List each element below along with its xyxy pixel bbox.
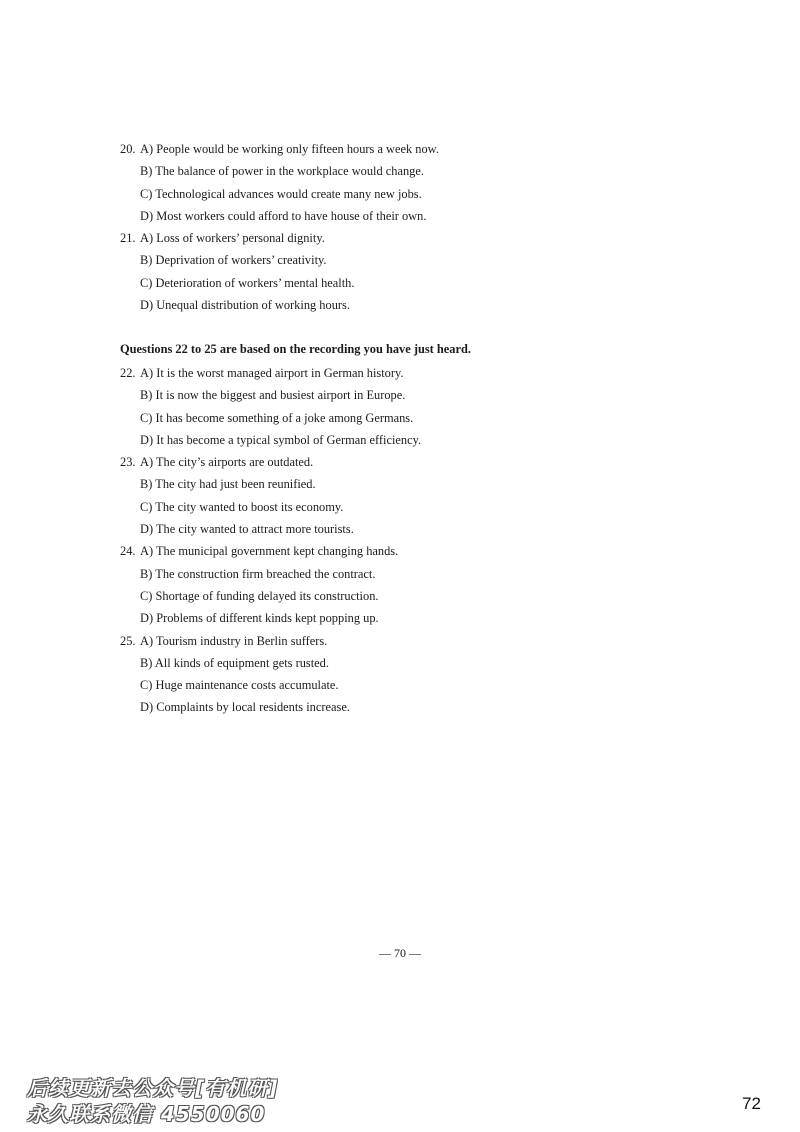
option-line	[120, 294, 720, 316]
option	[140, 227, 325, 249]
section-heading: Questions 22 to 25 are based on the recording you have just heard.	[120, 342, 471, 356]
option-line	[120, 384, 720, 406]
question-block-20-21	[120, 138, 720, 316]
option-label: A)	[140, 366, 154, 380]
option-text: The construction firm breached the contract.	[155, 566, 376, 581]
option-text: It has become something of a joke among Germans.	[155, 410, 414, 425]
option-line	[120, 227, 720, 249]
option-line	[120, 249, 720, 271]
option-text: The balance of power in the workplace would change.	[155, 164, 424, 179]
option	[140, 429, 421, 451]
option-label: A)	[140, 231, 154, 246]
option-text: Deprivation of workers’ creativity.	[155, 253, 327, 268]
option-text: Technological advances would create many new jobs.	[155, 186, 422, 201]
option-label: D)	[140, 700, 154, 715]
option-text: Deterioration of workers’ mental health.	[155, 275, 355, 290]
option-text: Huge maintenance costs accumulate.	[155, 678, 339, 693]
option-label: B)	[140, 655, 153, 670]
option-line	[120, 429, 720, 451]
option-line	[120, 160, 720, 182]
option-label: C)	[140, 499, 153, 514]
option-text: The city had just been reunified.	[155, 477, 316, 492]
option-line	[120, 473, 720, 495]
option-label: B)	[140, 477, 153, 492]
option	[140, 540, 398, 562]
option-line	[120, 630, 720, 652]
corner-page-number: 72	[742, 1094, 761, 1113]
option-label: C)	[140, 275, 153, 290]
option-text: Tourism industry in Berlin suffers.	[155, 633, 328, 648]
option	[140, 384, 405, 406]
question-block-22-25	[120, 362, 720, 719]
option	[140, 563, 375, 585]
option-line	[120, 696, 720, 718]
option-label: C)	[140, 678, 153, 693]
option-label: A)	[140, 142, 154, 156]
option-line	[120, 674, 720, 696]
option-line	[120, 607, 720, 629]
option-line	[120, 518, 720, 540]
option-text: All kinds of equipment gets rusted.	[154, 655, 329, 670]
option	[140, 138, 439, 160]
option-line	[120, 138, 720, 160]
option-text: It has become a typical symbol of German efficiency.	[156, 432, 422, 447]
option	[140, 696, 350, 718]
option-text: The city’s airports are outdated.	[155, 455, 314, 470]
option-label: B)	[140, 388, 153, 403]
option-text: People would be working only fifteen hours a week now.	[156, 142, 439, 156]
option-text: The city wanted to attract more tourists.	[155, 522, 354, 537]
option-line	[120, 272, 720, 294]
option-label: B)	[140, 164, 153, 179]
option	[140, 362, 403, 384]
option-line	[120, 407, 720, 429]
option	[140, 630, 327, 652]
option	[140, 451, 313, 473]
option	[140, 585, 378, 607]
option-label: B)	[140, 253, 153, 268]
watermark-line: 永久联系微信 4550060	[27, 1102, 266, 1126]
question-number: 24.	[120, 544, 136, 559]
option-label: B)	[140, 566, 153, 581]
option-label: D)	[140, 208, 154, 223]
option-label: C)	[140, 186, 153, 201]
question-number: 20.	[120, 142, 136, 156]
option-label: D)	[140, 611, 154, 626]
option	[140, 496, 343, 518]
option-line	[120, 496, 720, 518]
option	[140, 249, 327, 271]
option-line	[120, 362, 720, 384]
option-label: C)	[140, 410, 153, 425]
option	[140, 473, 316, 495]
option	[140, 294, 350, 316]
option-line	[120, 585, 720, 607]
option-text: Complaints by local residents increase.	[156, 700, 350, 715]
option-label: A)	[140, 455, 154, 470]
option-line	[120, 652, 720, 674]
page-number: — 70 —	[379, 946, 421, 960]
option	[140, 518, 354, 540]
option-text: Most workers could afford to have house of their own.	[156, 208, 427, 223]
option-label: C)	[140, 588, 153, 603]
option-text: It is the worst managed airport in German history.	[156, 366, 404, 380]
option	[140, 183, 422, 205]
option-label: D)	[140, 432, 154, 447]
option	[140, 652, 329, 674]
question-number: 21.	[120, 231, 136, 246]
option-text: Unequal distribution of working hours.	[156, 298, 350, 313]
option-label: D)	[140, 298, 154, 313]
option	[140, 674, 339, 696]
question-number: 22.	[120, 366, 136, 380]
option-text: It is now the biggest and busiest airport in Europe.	[155, 388, 406, 403]
option-line	[120, 540, 720, 562]
option-label: D)	[140, 522, 154, 537]
watermark	[27, 1075, 278, 1127]
question-number: 25.	[120, 633, 136, 648]
option-text: Shortage of funding delayed its construction.	[155, 588, 379, 603]
option	[140, 607, 379, 629]
option-line	[120, 205, 720, 227]
question-number: 23.	[120, 455, 136, 470]
option-label: A)	[140, 633, 154, 648]
option	[140, 160, 424, 182]
option-line	[120, 183, 720, 205]
option-line	[120, 451, 720, 473]
option-text: The municipal government kept changing hands.	[155, 544, 399, 559]
watermark-line: 后续更新去公众号[有机研]	[27, 1076, 279, 1100]
option-text: Loss of workers’ personal dignity.	[156, 231, 325, 246]
option	[140, 272, 354, 294]
option-label: A)	[140, 544, 154, 559]
option-line	[120, 563, 720, 585]
option	[140, 205, 426, 227]
option	[140, 407, 413, 429]
option-text: Problems of different kinds kept popping up.	[156, 611, 379, 626]
option-text: The city wanted to boost its economy.	[155, 499, 344, 514]
